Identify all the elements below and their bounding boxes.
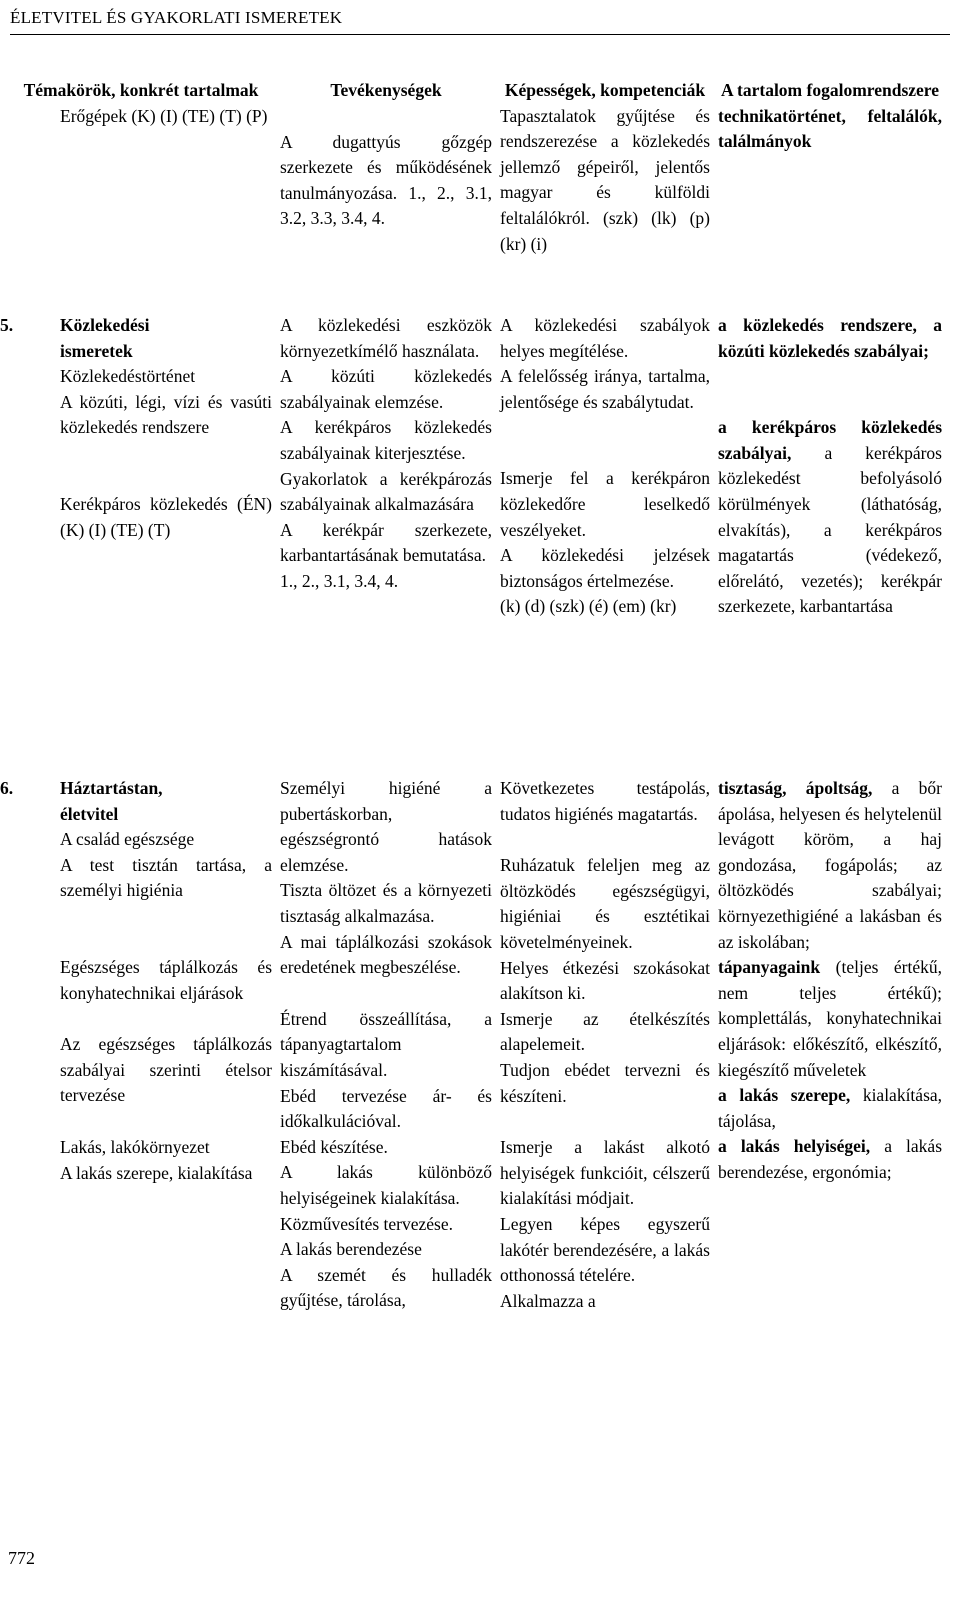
row3-activity-line: Ebéd tervezése ár- és időkalkulációval. bbox=[280, 1085, 492, 1132]
page-header-title: ÉLETVITEL ÉS GYAKORLATI ISMERETEK bbox=[10, 8, 343, 27]
row3-skills-line: Ismerje a lakást alkotó helyiségek funkcióit, célszerű kialakítási módjait. bbox=[500, 1137, 710, 1209]
row3-number: 6. bbox=[0, 778, 14, 798]
row3-concepts-bold-1: tisztaság, ápoltság, bbox=[718, 778, 873, 798]
row3-topic-line: A test tisztán tartása, a személyi higiénia bbox=[60, 854, 272, 901]
row3-skills-line: Legyen képes egyszerű lakótér berendezésére, a lakás otthonossá tételére. bbox=[500, 1213, 710, 1286]
row3-concepts-rest-1: a bőr ápolása, helyesen és helytelenül levágott köröm, a haj gondozása, fogápolás; az öltözködés szabályai; környezethigiéné a lakásban és az iskolában; bbox=[718, 778, 942, 952]
row3-activity-cell bbox=[280, 776, 492, 1314]
row3-activity-line: A mai táplálkozási szokások eredetének megbeszélése. bbox=[280, 931, 492, 978]
row3-title-b: életvitel bbox=[60, 803, 119, 824]
row3-topic-line: Egészséges táplálkozás és konyhatechnikai eljárások bbox=[60, 956, 272, 1003]
header-activities: Tevékenységek bbox=[330, 80, 442, 100]
row3-skills-line: Helyes étkezési szokásokat alakítson ki. bbox=[500, 957, 710, 1004]
row2-skills-line: Ismerje fel a kerékpáron közlekedőre leselkedő veszélyeket. bbox=[500, 468, 710, 540]
row3-concepts-rest-3: kialakítása, tájolása, bbox=[718, 1085, 943, 1131]
row2-activity-line: 1., 2., 3.1, 3.4, 4. bbox=[280, 570, 399, 591]
row3-activity-line: A szemét és hulladék gyűjtése, tárolása, bbox=[280, 1264, 492, 1311]
row3-topic-line: Az egészséges táplálkozás szabályai szerinti ételsor tervezése bbox=[60, 1034, 272, 1106]
row2-activity-cell bbox=[280, 313, 492, 595]
row2-activity-line: A kerékpáros közlekedés szabályainak kiterjesztése. bbox=[280, 417, 492, 463]
row3-activity-line: Ebéd készítése. bbox=[280, 1136, 388, 1157]
row2-topic-cell bbox=[0, 313, 272, 543]
row2-concepts-cell bbox=[718, 313, 942, 620]
row2-skills-line: (k) (d) (szk) (é) (em) (kr) bbox=[500, 596, 677, 617]
row3-activity-line: Közművesítés tervezése. bbox=[280, 1213, 453, 1234]
row3-concepts-2 bbox=[718, 955, 942, 1083]
row2-concepts-bold-b: a kerékpáros közlekedés szabályai, bbox=[718, 417, 942, 463]
row3-concepts-bold-4: a lakás helyiségei, bbox=[718, 1136, 871, 1157]
row3-topic-cell bbox=[0, 776, 272, 1186]
row3-concepts-1 bbox=[718, 776, 942, 955]
column-activities bbox=[280, 78, 492, 1311]
row2-skills-line: A közlekedési szabályok helyes megítélése. bbox=[500, 315, 710, 361]
row3-skills-line: Tudjon ebédet tervezni és készíteni. bbox=[500, 1059, 710, 1106]
column-topics bbox=[0, 78, 272, 1183]
row2-activity-line: A kerékpár szerkezete, karbantartásának bemutatása. bbox=[280, 519, 492, 566]
row2-skills-cell bbox=[500, 313, 710, 620]
row3-concepts-cell bbox=[718, 776, 942, 1186]
row1-skills: Tapasztalatok gyűjtése és rendszerezése a közlekedés jellemző gépeiről, jelentős magyar és külföldi feltalálókról. (szk) (lk) (p) (kr) (i) bbox=[500, 105, 710, 254]
row3-topic-line: A lakás szerepe, kialakítása bbox=[60, 1162, 253, 1183]
row3-concepts-rest-4: a lakás berendezése, ergonómia; bbox=[718, 1136, 943, 1182]
row2-activity-line: A közlekedési eszközök környezetkímélő használata. bbox=[280, 315, 492, 361]
row3-skills-line: Alkalmazza a bbox=[500, 1290, 596, 1311]
row3-concepts-bold-2: tápanyagaink bbox=[718, 957, 821, 978]
row3-skills-line: Ruházatuk feleljen meg az öltözködés egészségügyi, higiéniai és esztétikai követelményeinek. bbox=[500, 855, 710, 952]
column-concepts bbox=[718, 78, 943, 1182]
row3-activity-line: A lakás berendezése bbox=[280, 1239, 422, 1260]
row3-skills-line: Következetes testápolás, tudatos higiénés magatartás. bbox=[500, 778, 710, 824]
row3-skills-line: Ismerje az ételkészítés alapelemeit. bbox=[500, 1008, 710, 1055]
row3-concepts-4 bbox=[718, 1134, 942, 1185]
row3-concepts-rest-2: (teljes értékű, nem teljes értékű); komplettálás, konyhatechnikai eljárások: előkészítő, elkészítő, kiegészítő műveletek bbox=[718, 957, 943, 1080]
header-topics: Témakörök, konkrét tartalmak bbox=[23, 80, 259, 100]
row2-concepts-bold-a: a közlekedés rendszere, a közúti közlekedés szabályai; bbox=[718, 315, 942, 361]
row2-topic-line: A közúti, légi, vízi és vasúti közlekedés rendszere bbox=[60, 391, 272, 438]
row2-activity-line: Gyakorlatok a kerékpározás szabályainak alkalmazására bbox=[280, 468, 492, 515]
row2-number: 5. bbox=[0, 315, 14, 335]
page-number: 772 bbox=[8, 1548, 35, 1568]
row3-skills-cell bbox=[500, 776, 710, 1314]
row3-concepts-bold-3: a lakás szerepe, bbox=[718, 1085, 851, 1106]
row2-activity-line: A közúti közlekedés szabályainak elemzése. bbox=[280, 366, 492, 412]
header-concepts: A tartalom fogalomrendszere bbox=[720, 80, 940, 100]
row2-skills-line: A felelősség iránya, tartalma, jelentősége és szabálytudat. bbox=[500, 366, 710, 412]
column-skills bbox=[500, 78, 710, 1311]
header-skills: Képességek, kompetenciák bbox=[504, 80, 706, 100]
row1-concepts: technikatörténet, feltalálók, találmányok bbox=[718, 105, 942, 152]
row2-topic-line: Kerékpáros közlekedés (ÉN) (K) (I) (TE) (T) bbox=[60, 493, 272, 540]
row2-concepts-rest-b: a kerékpáros közlekedést befolyásoló körülmények (láthatóság, elvakítás), a kerékpáros magatartás (védekező, előrelátó, vezetés); kerékpár szerkezete, karbantartása bbox=[718, 442, 942, 617]
row3-concepts-3 bbox=[718, 1083, 942, 1134]
row3-topic-line: A család egészsége bbox=[60, 829, 195, 850]
row3-activity-line: A lakás különböző helyiségeinek kialakítása. bbox=[280, 1162, 492, 1208]
row3-topic-line: Lakás, lakókörnyezet bbox=[60, 1136, 210, 1157]
row2-topic-line: Közlekedéstörténet bbox=[60, 366, 196, 387]
row3-activity-line: Személyi higiéné a pubertáskorban, egészségrontó hatások elemzése. bbox=[280, 778, 492, 875]
row3-title-a: Háztartástan, bbox=[60, 778, 163, 798]
row1-activity: A dugattyús gőzgép szerkezete és működésének tanulmányozása. 1., 2., 3.1, 3.2, 3.3, 3.4, 4. bbox=[280, 131, 492, 229]
row3-activity-line: Tiszta öltözet és a környezeti tisztaság alkalmazása. bbox=[280, 880, 492, 926]
row2-concepts-b bbox=[718, 415, 942, 620]
row2-title-b: ismeretek bbox=[60, 340, 133, 361]
row2-title-a: Közlekedési bbox=[60, 315, 150, 335]
row1-topic: Erőgépek (K) (I) (TE) (T) (P) bbox=[60, 105, 268, 126]
header-rule bbox=[10, 34, 950, 35]
row3-activity-line: Étrend összeállítása, a tápanyagtartalom kiszámításával. bbox=[280, 1008, 492, 1080]
row2-skills-line: A közlekedési jelzések biztonságos értelmezése. bbox=[500, 545, 710, 591]
